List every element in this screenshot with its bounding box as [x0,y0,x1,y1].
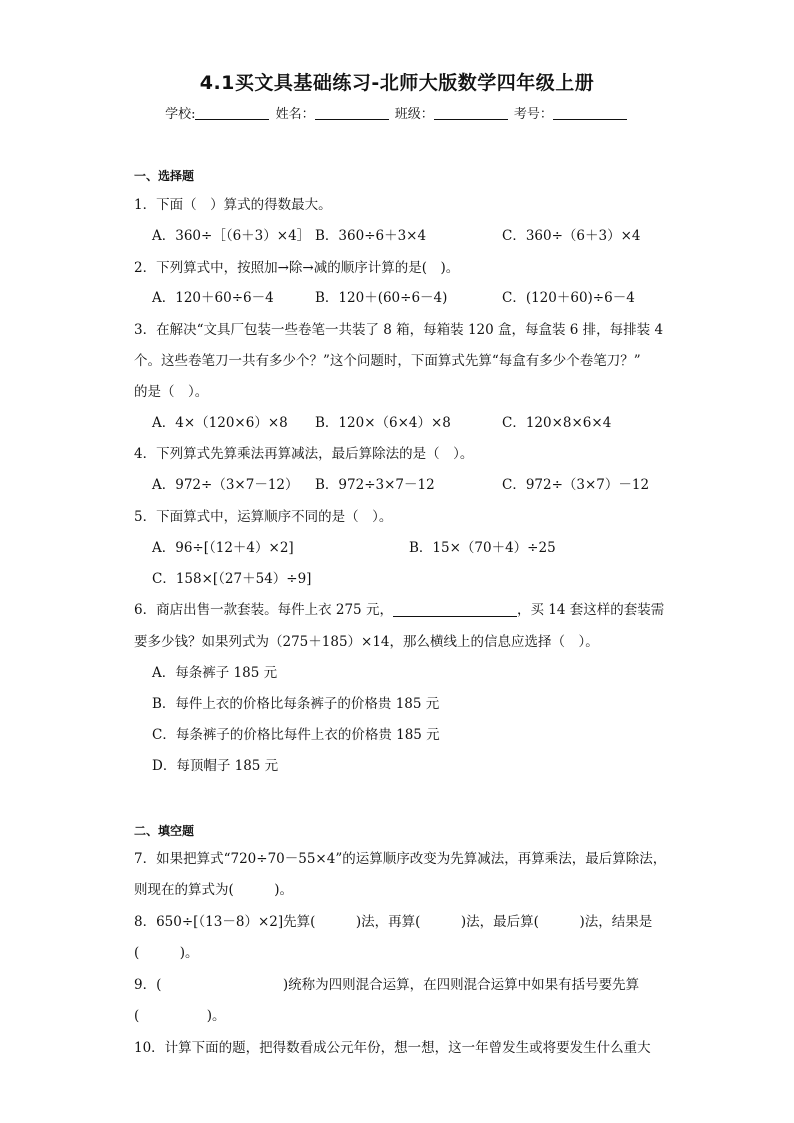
question-4: 4．下列算式先算乘法再算减法，最后算除法的是（ ）。 [134,446,474,462]
school-blank[interactable] [195,106,269,120]
question-9-line-2: ( )。 [134,1008,226,1024]
question-1: 1．下面（ ）算式的得数最大。 [134,197,332,213]
question-8-line-2: ( )。 [134,945,199,961]
class-label: 班级： [394,107,434,122]
question-3-line-2: 个。这些卷笔刀一共有多少个？”这个问题时，下面算式先算“每盒有多少个卷笔刀？” [134,353,641,369]
exam-no-blank[interactable] [553,106,627,120]
q4-option-b[interactable]: B．972÷3×7－12 [315,477,435,493]
q6-option-a[interactable]: A．每条裤子 185 元 [152,665,278,681]
school-label: 学校: [165,107,196,122]
q2-option-a[interactable]: A．120＋60÷6－4 [152,290,274,306]
q6-option-b[interactable]: B．每件上衣的价格比每条裤子的价格贵 185 元 [152,696,440,712]
q2-option-c[interactable]: C．(120＋60)÷6－4 [502,290,635,306]
q6-text-after-blank: ，买 14 套这样的套装需 [516,602,665,618]
question-3-line-1: 3．在解决“文具厂包装一些卷笔一共装了 8 箱，每箱装 120 盒，每盒装 6 排，每排装 4 [134,322,664,338]
q5-option-c[interactable]: C．158×[（27＋54）÷9] [152,571,312,587]
question-7-line-1: 7．如果把算式“720÷70－55×4”的运算顺序改变为先算减法，再算乘法，最后算除法， [134,851,667,867]
q2-option-b[interactable]: B．120＋(60÷6－4) [315,290,448,306]
question-7-line-2: 则现在的算式为( )。 [134,882,294,898]
q6-text-before-blank: 6．商店出售一款套装。每件上衣 275 元， [134,602,393,618]
q6-fill-blank[interactable] [393,602,517,617]
q1-option-c[interactable]: C．360÷（6＋3）×4 [502,228,641,244]
question-3-line-3: 的是（ ）。 [134,384,209,400]
q6-option-d[interactable]: D．每顶帽子 185 元 [152,758,279,774]
question-10-line-1: 10．计算下面的题，把得数看成公元年份，想一想，这一年曾发生或将要发生什么重大 [134,1040,651,1056]
exam-no-label: 考号： [513,107,553,122]
question-8-line-1: 8．650÷[（13－8）×2]先算( )法，再算( )法，最后算( )法，结果是 [134,914,653,930]
q5-option-b[interactable]: B．15×（70＋4）÷25 [409,540,556,556]
page-title: 4.1买文具基础练习-北师大版数学四年级上册 [199,72,595,94]
section-heading-choice: 一、选择题 [134,169,195,183]
q1-option-a[interactable]: A．360÷［（6＋3）×4］ [152,228,311,244]
question-5: 5．下面算式中，运算顺序不同的是（ ）。 [134,509,393,525]
question-6-line-1 [134,598,664,618]
class-blank[interactable] [434,106,508,120]
q3-option-c[interactable]: C．120×8×6×4 [502,415,612,431]
name-label: 姓名： [275,107,315,122]
name-blank[interactable] [315,106,389,120]
q4-option-c[interactable]: C．972÷（3×7）－12 [502,477,650,493]
student-info-line [0,103,794,122]
q1-option-b[interactable]: B．360÷6＋3×4 [315,228,427,244]
q3-option-a[interactable]: A．4×（120×6）×8 [152,415,288,431]
question-6-line-2: 要多少钱？如果列式为（275＋185）×14，那么横线上的信息应选择（ ）。 [134,634,599,650]
q6-option-c[interactable]: C．每条裤子的价格比每件上衣的价格贵 185 元 [152,727,440,743]
q5-option-a[interactable]: A．96÷[（12＋4）×2] [152,540,294,556]
q4-option-a[interactable]: A．972÷（3×7－12） [152,477,299,493]
section-heading-fill-in: 二、填空题 [134,824,195,838]
q3-option-b[interactable]: B．120×（6×4）×8 [315,415,451,431]
question-2: 2．下列算式中，按照加→除→减的顺序计算的是( )。 [134,260,460,276]
question-9-line-1: 9．( )统称为四则混合运算，在四则混合运算中如果有括号要先算 [134,977,640,993]
